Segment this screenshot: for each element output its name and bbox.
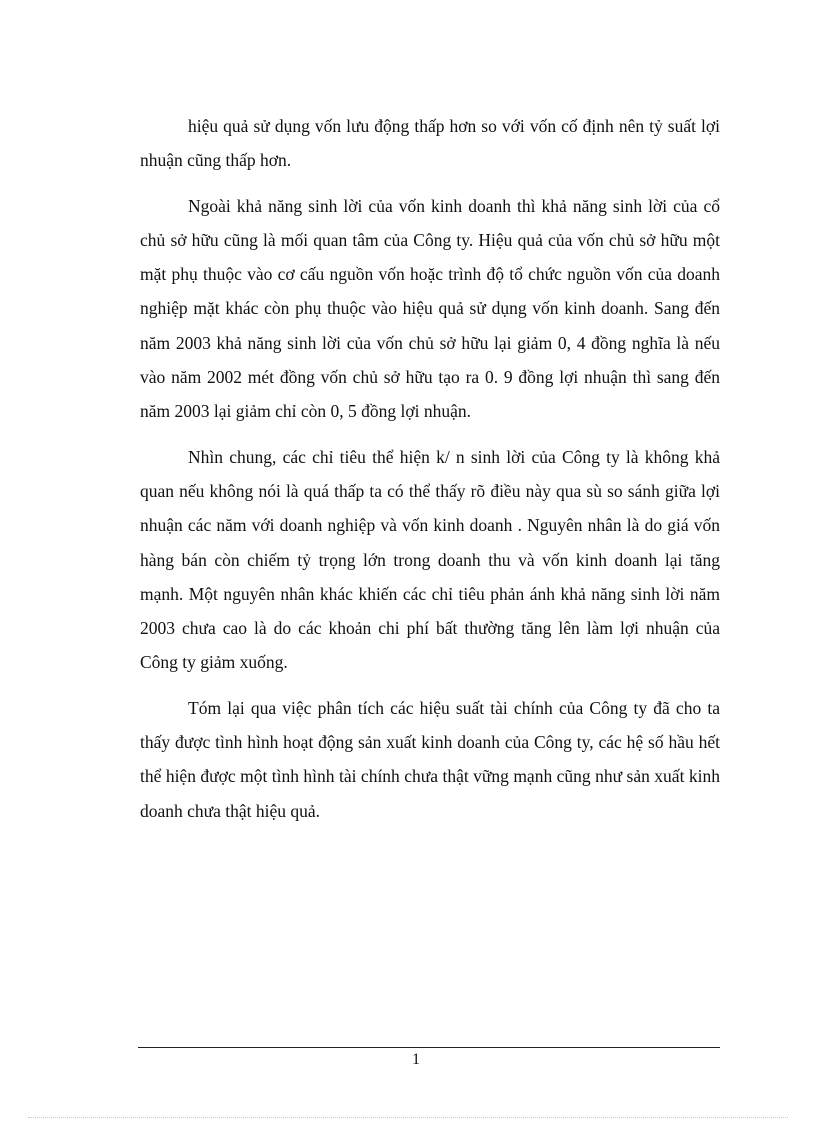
page-number: 1 [412,1051,420,1068]
page-bottom-border [28,1117,788,1118]
paragraph-1: hiệu quả sử dụng vốn lưu động thấp hơn so với vốn cố định nên tỷ suất lợi nhuận cũng thấp hơn. [140,116,720,171]
paragraph-4: Tóm lại qua việc phân tích các hiệu suất tài chính của Công ty đã cho ta thấy được tình hình hoạt động sản xuất kinh doanh của Công ty, các hệ số hầu hết thể hiện được một tình hình tài chính chưa thật vững mạnh cũng như sản xuất kinh doanh chưa thật hiệu quả. [140,697,720,821]
footer-divider [138,1047,720,1048]
body-text [140,109,720,828]
paragraph-2: Ngoài khả năng sinh lời của vốn kinh doanh thì khả năng sinh lời của cổ chủ sở hữu cũng là mối quan tâm của Công ty. Hiệu quả của vốn chủ sở hữu một mặt phụ thuộc vào cơ cấu nguồn vốn hoặc trình độ tổ chức nguồn vốn của doanh nghiệp mặt khác còn phụ thuộc vào hiệu quả sử dụng vốn kinh doanh. Sang đến năm 2003 khả năng sinh lời của vốn chủ sở hữu lại giảm 0, 4 đồng nghĩa là nếu vào năm 2002 mét đồng vốn chủ sở hữu tạo ra 0. 9 đồng lợi nhuận thì sang đến năm 2003 lại giảm chỉ còn 0, 5 đồng lợi nhuận. [140,195,720,422]
paragraph-3: Nhìn chung, các chỉ tiêu thể hiện k/ n sinh lời của Công ty là không khả quan nếu không nói là quá thấp ta có thể thấy rõ điều này qua sù so sánh giữa lợi nhuận các năm với doanh nghiệp và vốn kinh doanh . Nguyên nhân là do giá vốn hàng bán còn chiếm tỷ trọng lớn trong doanh thu và vốn kinh doanh lại tăng mạnh. Một nguyên nhân khác khiến các chỉ tiêu phản ánh khả năng sinh lời năm 2003 chưa cao là do các khoản chi phí bất thường tăng lên làm lợi nhuận của Công ty giảm xuống. [140,446,720,673]
